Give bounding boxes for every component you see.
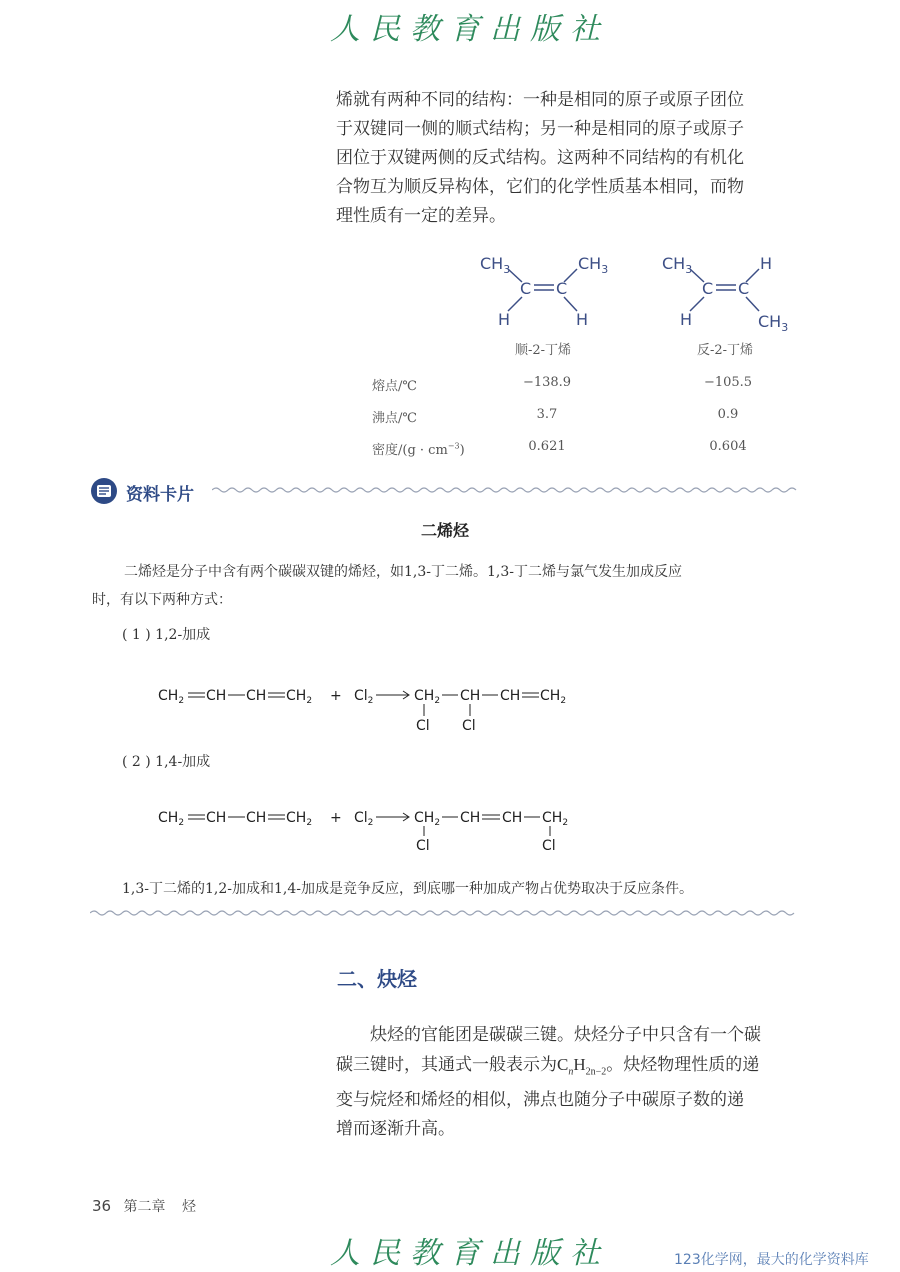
eq1-cl-a: Cl xyxy=(416,718,430,734)
eq2-cl-b: Cl xyxy=(542,838,556,854)
cis-bond-br xyxy=(564,297,577,311)
eq1-cl2: $Cl_2$ xyxy=(354,688,374,706)
section-line: 炔烃的官能团是碳碳三键。炔烃分子中只含有一个碳 xyxy=(370,1025,761,1045)
section-title: 二、炔烃 xyxy=(337,967,417,991)
eq2-ch-b: CH xyxy=(246,810,267,826)
cis-name: 顺-2-丁烯 xyxy=(515,343,572,358)
density-trans: 0.604 xyxy=(709,439,747,454)
card-intro-line: 时，有以下两种方式： xyxy=(92,592,232,608)
page-number: 36 xyxy=(92,1197,112,1215)
eq2-p-ch-b: CH xyxy=(502,810,523,826)
page-footer xyxy=(92,1196,196,1216)
cis-top-right-label: $CH_3$ xyxy=(578,254,609,276)
trans-carbon-1: C xyxy=(702,279,714,298)
cis-carbon-2: C xyxy=(556,279,568,298)
equation-1-2-addition xyxy=(150,678,590,738)
eq2-plus: + xyxy=(330,810,342,826)
card-intro xyxy=(92,558,812,614)
trans-bottom-right-label: $CH_3$ xyxy=(758,312,789,334)
eq2-cl-a: Cl xyxy=(416,838,430,854)
trans-top-left-label: $CH_3$ xyxy=(662,254,693,276)
section-paragraph xyxy=(336,1021,806,1144)
section-line: 碳三键时，其通式一般表示为$C_nH_{2n-2}$。炔烃物理性质的递 xyxy=(336,1055,760,1078)
trans-bond-tr xyxy=(746,269,759,282)
section-line: 变与烷烃和烯烃的相似，沸点也随分子中碳原子数的递 xyxy=(336,1090,744,1111)
card-intro-line: 二烯烃是分子中含有两个碳碳双键的烯烃，如1,3-丁二烯。1,3-丁二烯与氯气发生加成反应 xyxy=(124,564,682,580)
density-label: 密度$/(g \cdot cm^{-3})$ xyxy=(372,441,465,458)
eq1-plus: + xyxy=(330,688,342,704)
chapter-label: 第二章 xyxy=(123,1199,166,1215)
trans-bond-br xyxy=(746,297,759,311)
eq1-ch-a: CH xyxy=(206,688,227,704)
intro-paragraph xyxy=(336,86,806,231)
cis-bond-bl xyxy=(508,297,522,311)
cis-bottom-right-label: H xyxy=(576,310,589,329)
card-tag: 资料卡片 xyxy=(126,485,194,505)
intro-line: 于双键同一侧的顺式结构；另一种是相同的原子或原子 xyxy=(336,119,744,139)
chapter-topic: 烃 xyxy=(182,1199,196,1215)
cis-2-butene-structure xyxy=(470,245,630,340)
eq1-p-ch-a: CH xyxy=(460,688,481,704)
boiling-point-label: 沸点/℃ xyxy=(372,411,417,426)
eq2-cl2: $Cl_2$ xyxy=(354,810,374,828)
mode1-label: ( 1 ) 1,2-加成 xyxy=(122,627,211,643)
section-line: 增而逐渐升高。 xyxy=(336,1119,455,1140)
melting-point-trans: −105.5 xyxy=(703,375,753,390)
eq2-ch-a: CH xyxy=(206,810,227,826)
cis-bond-tr xyxy=(564,269,577,282)
card-bottom-divider xyxy=(90,907,802,919)
eq2-p-ch2-a: $CH_2$ xyxy=(414,810,441,828)
trans-name: 反-2-丁烯 xyxy=(697,343,754,358)
density-cis: 0.621 xyxy=(528,439,566,454)
cis-bottom-left-label: H xyxy=(498,310,511,329)
general-formula: $C_nH_{2n-2}$ xyxy=(557,1055,607,1078)
boiling-point-cis: 3.7 xyxy=(536,407,558,422)
eq2-p-ch-a: CH xyxy=(460,810,481,826)
intro-line: 理性质有一定的差异。 xyxy=(336,206,506,226)
publisher-logo-bottom: 人民教育出版社 xyxy=(330,1236,610,1271)
trans-bond-bl xyxy=(690,297,704,311)
intro-line: 合物互为顺反异构体，它们的化学性质基本相同，而物 xyxy=(336,177,744,197)
equation-1-4-addition xyxy=(150,800,590,860)
melting-point-label: 熔点/℃ xyxy=(372,379,417,394)
eq1-p-ch-b: CH xyxy=(500,688,521,704)
trans-2-butene-structure xyxy=(652,245,812,340)
intro-line: 烯就有两种不同的结构：一种是相同的原子或原子团位 xyxy=(336,90,744,110)
mode2-label: ( 2 ) 1,4-加成 xyxy=(122,754,211,770)
eq1-p-ch2-b: $CH_2$ xyxy=(540,688,567,706)
melting-point-cis: −138.9 xyxy=(522,375,572,390)
card-conclusion: 1,3-丁二烯的1,2-加成和1,4-加成是竞争反应，到底哪一种加成产物占优势取决于反应条件。 xyxy=(122,881,693,897)
cis-carbon-1: C xyxy=(520,279,532,298)
watermark-text: 123化学网，最大的化学资料库 xyxy=(674,1252,869,1268)
boiling-point-trans: 0.9 xyxy=(717,407,739,422)
cis-top-left-label: $CH_3$ xyxy=(480,254,511,276)
eq2-p-ch2-b: $CH_2$ xyxy=(542,810,569,828)
eq2-ch2-a: $CH_2$ xyxy=(158,810,185,828)
trans-bottom-left-label: H xyxy=(680,310,693,329)
trans-carbon-2: C xyxy=(738,279,750,298)
card-title: 二烯烃 xyxy=(420,521,469,540)
eq1-ch2-a: $CH_2$ xyxy=(158,688,185,706)
document-icon xyxy=(90,477,120,507)
eq1-ch2-b: $CH_2$ xyxy=(286,688,313,706)
intro-line: 团位于双键两侧的反式结构。这两种不同结构的有机化 xyxy=(336,148,744,168)
eq1-ch-b: CH xyxy=(246,688,267,704)
eq1-cl-b: Cl xyxy=(462,718,476,734)
card-top-divider xyxy=(212,484,802,496)
publisher-logo-top: 人民教育出版社 xyxy=(330,12,610,47)
eq2-ch2-b: $CH_2$ xyxy=(286,810,313,828)
trans-top-right-label: H xyxy=(760,254,773,273)
eq1-p-ch2-a: $CH_2$ xyxy=(414,688,441,706)
